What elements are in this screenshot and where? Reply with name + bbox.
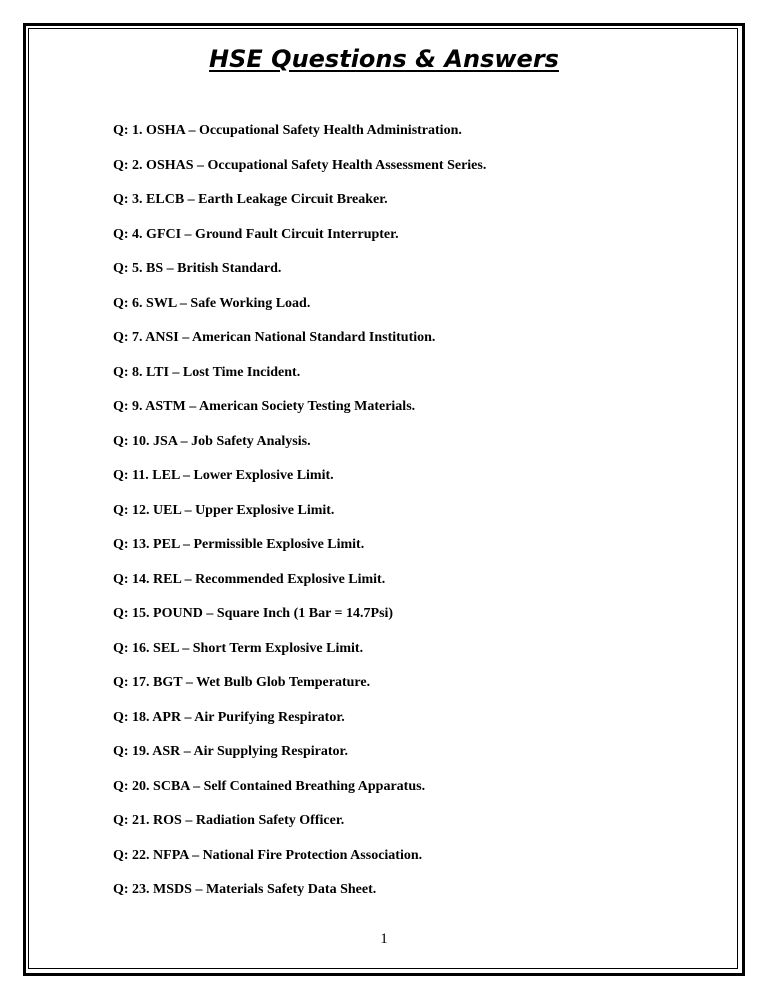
question-item: Q: 11. LEL – Lower Explosive Limit. — [113, 468, 334, 483]
question-item: Q: 3. ELCB – Earth Leakage Circuit Breaker. — [113, 192, 388, 207]
question-item: Q: 6. SWL – Safe Working Load. — [113, 295, 311, 311]
question-item: Q: 9. ASTM – American Society Testing Materials. — [113, 399, 416, 414]
question-item: Q: 19. ASR – Air Supplying Respirator. — [113, 744, 348, 759]
question-item: Q: 10. JSA – Job Safety Analysis. — [113, 433, 311, 449]
question-item: Q: 15. POUND – Square Inch (1 Bar = 14.7Psi) — [113, 606, 394, 621]
question-item: Q: 16. SEL – Short Term Explosive Limit. — [113, 640, 364, 656]
question-item: Q: 12. UEL – Upper Explosive Limit. — [113, 502, 335, 518]
question-item: Q: 8. LTI – Lost Time Incident. — [113, 364, 301, 380]
question-item: Q: 17. BGT – Wet Bulb Glob Temperature. — [113, 675, 371, 690]
question-item: Q: 18. APR – Air Purifying Respirator. — [113, 709, 345, 725]
question-item: Q: 20. SCBA – Self Contained Breathing Apparatus. — [113, 778, 426, 794]
question-item: Q: 21. ROS – Radiation Safety Officer. — [113, 813, 345, 828]
question-item: Q: 22. NFPA – National Fire Protection Association. — [113, 847, 423, 863]
question-item: Q: 14. REL – Recommended Explosive Limit. — [113, 571, 386, 587]
questions-list — [113, 122, 486, 916]
page-number: 1 — [380, 931, 388, 947]
question-item: Q: 5. BS – British Standard. — [113, 261, 282, 276]
question-item: Q: 13. PEL – Permissible Explosive Limit. — [113, 537, 365, 552]
question-item: Q: 23. MSDS – Materials Safety Data Sheet. — [113, 882, 377, 897]
question-item: Q: 1. OSHA – Occupational Safety Health Administration. — [113, 123, 462, 138]
page-title: HSE Questions & Answers — [209, 45, 559, 73]
question-item: Q: 2. OSHAS – Occupational Safety Health Assessment Series. — [113, 157, 487, 173]
question-item: Q: 7. ANSI – American National Standard Institution. — [113, 330, 436, 345]
question-item: Q: 4. GFCI – Ground Fault Circuit Interrupter. — [113, 226, 399, 242]
